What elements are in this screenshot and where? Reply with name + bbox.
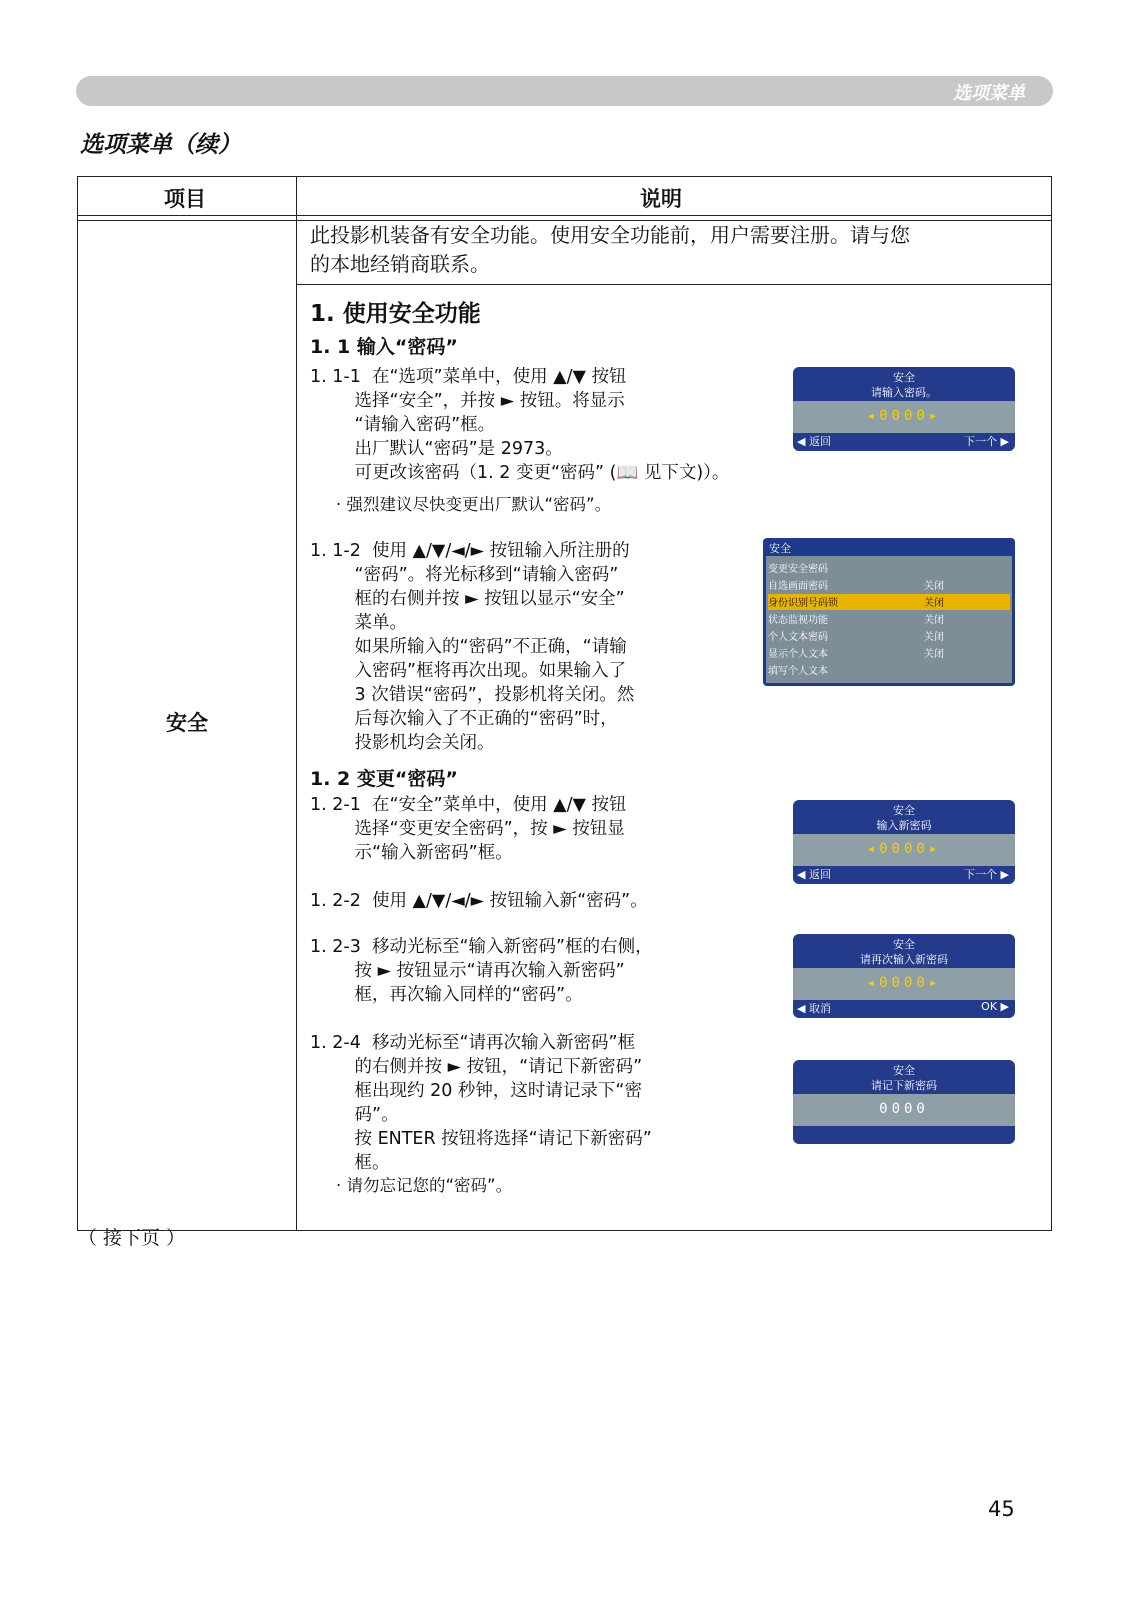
osd-new-password: 安全 输入新密码 ◂0000▸ ◀ 返回 下一个 ▶ [793, 800, 1015, 884]
page-title: 选项菜单（续） [80, 132, 241, 158]
step-2-3: 1. 2-3 移动光标至“输入新密码”框的右侧， 按 ► 按钮显示“请再次输入新密码” 框，再次输入同样的“密码”。 [310, 937, 653, 1005]
subsection-change-password: 1. 2 变更“密码” [310, 768, 458, 790]
menu-row: 填写个人文本 [768, 666, 828, 677]
back-label: ◀ 返回 [797, 435, 831, 448]
subsection-enter-password: 1. 1 输入“密码” [310, 336, 458, 358]
column-header-description: 说明 [640, 187, 682, 211]
menu-row: 状态监视功能 关闭 [768, 615, 944, 626]
intro-text: 此投影机装备有安全功能。使用安全功能前，用户需要注册。请与您 的本地经销商联系。 [310, 223, 910, 276]
osd-enter-password: 安全 请输入密码。 ◂0000▸ ◀ 返回 下一个 ▶ [793, 367, 1015, 451]
step-1-2: 1. 1-2 使用 ▲/▼/◄/► 按钮输入所注册的 “密码”。将光标移到“请输入密码” 框的右侧并按 ► 按钮以显示“安全” 菜单。 如果所输入的“密码”不正确，“请输 入密码”框将再次出现。如果输入了 3 次错误“密码”，投影机将关闭。然 后每次输入了不正确的“密码”时， 投影机均会关闭。 [310, 541, 635, 753]
step-1-1: 1. 1-1 在“选项”菜单中，使用 ▲/▼ 按钮 选择“安全”，并按 ► 按钮。将显示 “请输入密码”框。 出厂默认“密码”是 2973。 可更改该密码（1. 2 变更“密码” (📖 见下文)）。 [310, 367, 730, 483]
step-2-4: 1. 2-4 移动光标至“请再次输入新密码”框 的右侧并按 ► 按钮，“请记下新密码” 框出现约 20 秒钟，这时请记录下“密 码”。 按 ENTER 按钮将选择“请记下新密码” 框。 [310, 1033, 652, 1173]
item-name-security: 安全 [166, 711, 208, 735]
menu-row-selected: 身份识别号码锁 关闭 [768, 594, 1010, 610]
osd-reenter-password: 安全 请再次输入新密码 ◂0000▸ ◀ 取消 OK ▶ [793, 934, 1015, 1018]
header-bar [76, 76, 1053, 106]
step-2-2: 1. 2-2 使用 ▲/▼/◄/► 按钮输入新“密码”。 [310, 891, 648, 911]
note-change-default: · 强烈建议尽快变更出厂默认“密码”。 [336, 495, 612, 514]
section-title: 1. 使用安全功能 [310, 301, 481, 327]
menu-row: 个人文本密码 关闭 [768, 632, 944, 643]
next-label: 下一个 ▶ [964, 435, 1009, 448]
menu-row: 显示个人文本 关闭 [768, 649, 944, 660]
continued-note: （ 接下页 ） [78, 1227, 186, 1249]
osd-write-down-password: 安全 请记下新密码 0000 ENTER, ⟲ :关闭 [793, 1060, 1015, 1144]
menu-row: 自选画面密码 关闭 [768, 581, 944, 592]
note-remember-password: · 请勿忘记您的“密码”。 [336, 1176, 513, 1195]
menu-row: 变更安全密码 [768, 564, 828, 575]
step-2-1: 1. 2-1 在“安全”菜单中，使用 ▲/▼ 按钮 选择“变更安全密码”，按 ► 按钮显 示“输入新密码”框。 [310, 795, 627, 863]
column-header-item: 项目 [164, 187, 206, 211]
header-section-label: 选项菜单 [953, 83, 1025, 104]
page-number: 45 [988, 1497, 1015, 1521]
security-menu: 安全 变更安全密码 自选画面密码 关闭 身份识别号码锁 关闭 状态监视功能 关闭 个人文本密码 关闭 显示个人文本 关闭 填写个人文本 [763, 538, 1015, 686]
